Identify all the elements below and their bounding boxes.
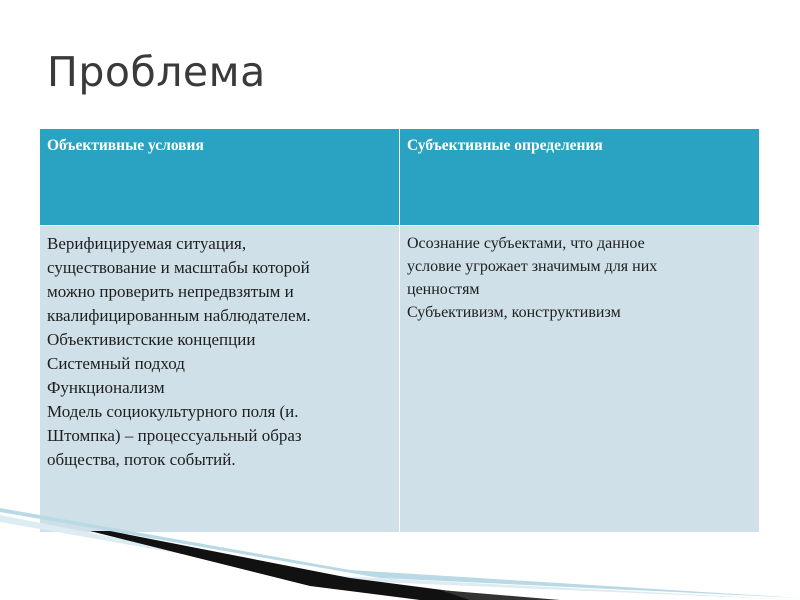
cell-line: условие угрожает значимым для них <box>407 258 658 275</box>
cell-line: Штомпка) – процессуальный образ <box>47 426 302 445</box>
swoosh-dark-band <box>90 531 520 600</box>
cell-line: ценностям <box>407 281 480 298</box>
cell-line: квалифицированным наблюдателем. <box>47 306 311 325</box>
slide-title: Проблема <box>47 48 266 96</box>
cell-line: Объективистские концепции <box>47 330 256 349</box>
cell-line: Системный подход <box>47 354 185 373</box>
header-objective-conditions: Объективные условия <box>40 129 400 226</box>
cell-line: Субъективизм, конструктивизм <box>407 304 621 321</box>
cell-line: существование и масштабы которой <box>47 258 310 277</box>
cell-line: Осознание субъектами, что данное <box>407 235 645 252</box>
header-subjective-definitions: Субъективные определения <box>400 129 760 226</box>
cell-line: Модель социокультурного поля (и. <box>47 402 299 421</box>
cell-line: можно проверить непредвзятым и <box>47 282 294 301</box>
cell-line: общества, поток событий. <box>47 450 236 469</box>
cell-line: Верифицируемая ситуация, <box>47 234 247 253</box>
cell-line: Функционализм <box>47 378 165 397</box>
